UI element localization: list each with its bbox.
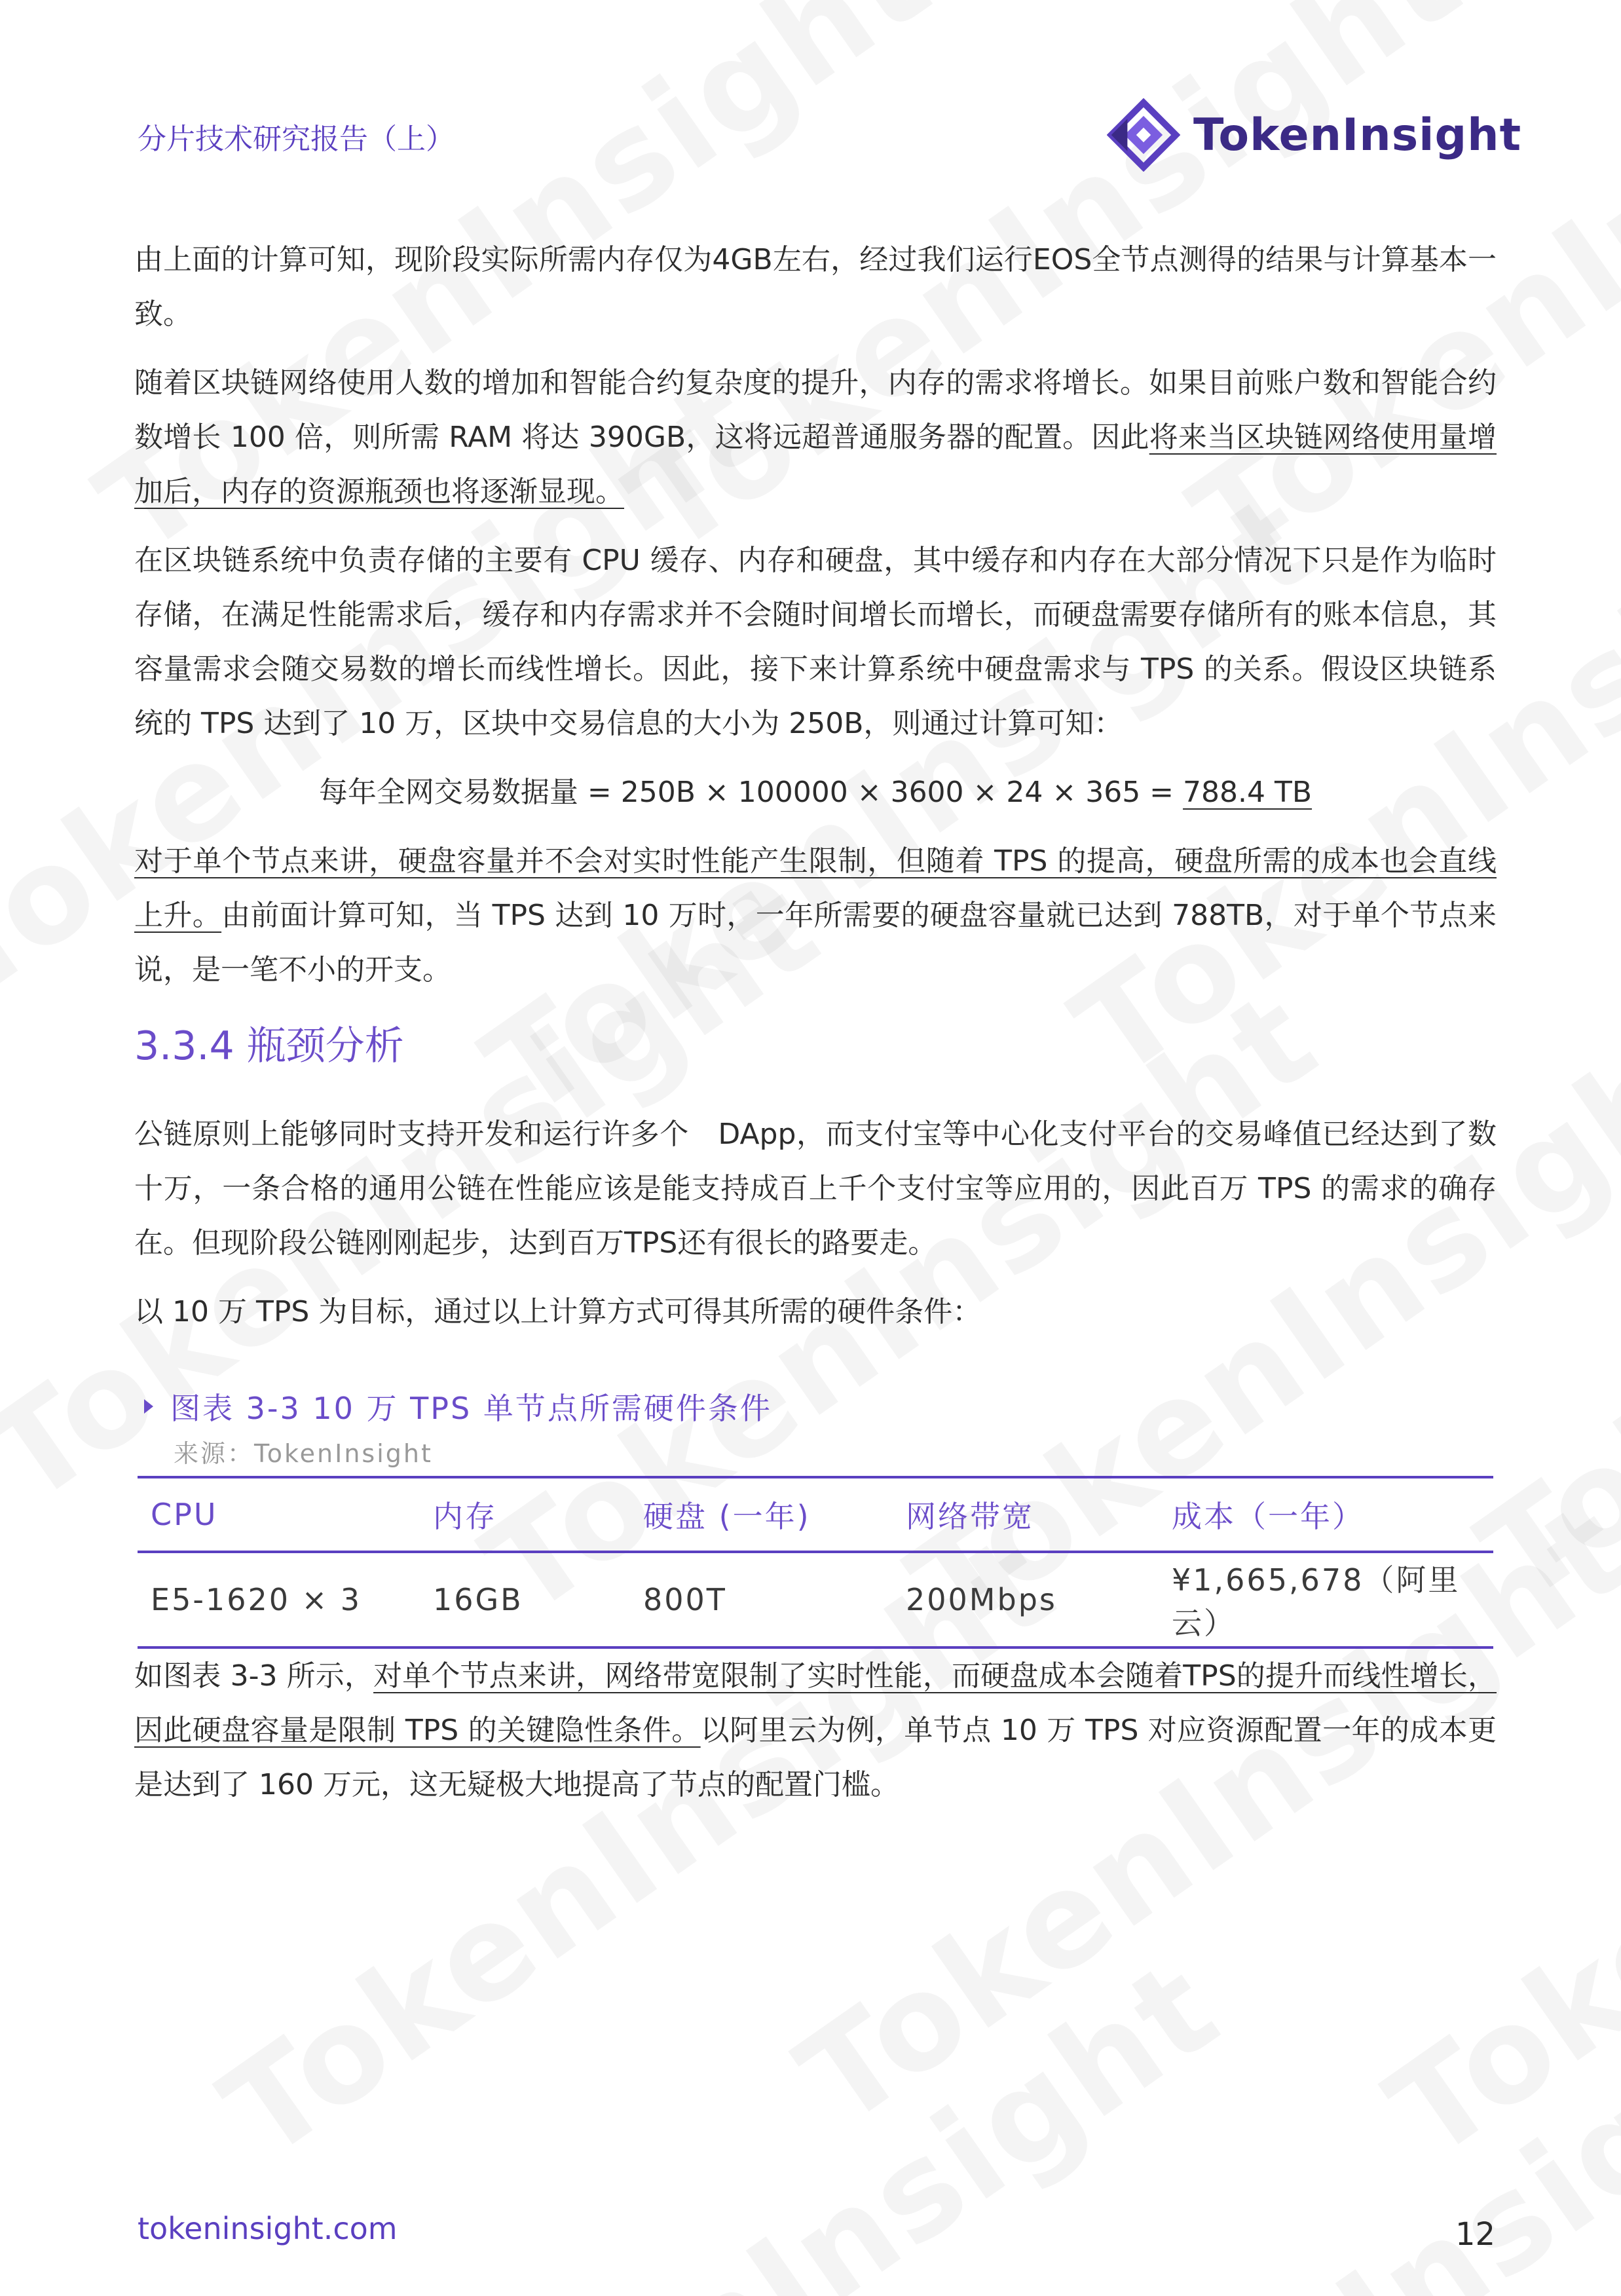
underlined-text: 对于单个节点来讲，硬盘容量并不会对实时性能产生限制，但随着 TPS 的提高，硬盘所需的成本也会直线上升。 [134,844,1497,932]
underlined-text: 将来当区块链网络使用量增加后，内存的资源瓶颈也将逐渐显现。 [134,421,1497,508]
table-header-cell: 成本（一年） [1159,1477,1493,1552]
paragraph-memory-growth [134,356,1497,519]
table-header-cell: 硬盘 (一年) [630,1477,893,1552]
brand-logo [1107,98,1521,172]
paragraph-text: 随着区块链网络使用人数的增加和智能合约复杂度的提升，内存的需求将增长。如果目前账户数和智能合约数增长 100 倍，则所需 RAM 将达 390GB，这将远超普通服务器的配置。因此 [134,366,1497,454]
table-cell: 800T [630,1552,893,1647]
watermark-text [360,1930,1245,2296]
section-heading: 3.3.4 瓶颈分析 [134,1023,404,1069]
paragraph-text: 以阿里云为例，单节点 10 万 TPS 对应资源配置一年的成本更是达到了 160 万元，这无疑极大地提高了节点的配置门槛。 [134,1714,1497,1801]
table-cell: 200Mbps [893,1552,1159,1647]
watermark-text [950,1963,1621,2296]
paragraph-text: 如图表 3-3 所示， [134,1659,374,1693]
logo-text: TokenInsight [1193,109,1522,161]
table-header-cell: 网络带宽 [893,1477,1159,1552]
formula-annual-data [134,765,1497,819]
figure-source: 来源：TokenInsight [174,1439,433,1468]
underlined-text: 对单个节点来讲，网络带宽限制了实时性能，而硬盘成本会随着TPS的提升而线性增长，因此硬盘容量是限制 TPS 的关键隐性条件。 [134,1659,1497,1747]
paragraph-memory-result: 由上面的计算可知，现阶段实际所需内存仅为4GB左右，经过我们运行EOS全节点测得的结果与计算基本一致。 [134,243,1497,331]
hardware-table [138,1476,1493,1649]
tokeninsight-logo-icon [1107,98,1180,172]
paragraph-bottleneck: 公链原则上能够同时支持开发和运行许多个 DApp，而支付宝等中心化支付平台的交易峰值已经达到了数十万，一条合格的通用公链在性能应该是能支持成百上千个支付宝等应用的，因此百万 TPS 的需求的确存在。但现阶段公链刚刚起步，达到百万TPS还有很长的路要走。 [134,1118,1497,1260]
caret-right-icon [144,1399,153,1414]
figure-caption-text: 图表 3-3 10 万 TPS 单节点所需硬件条件 [170,1391,772,1426]
table-cell: 16GB [420,1552,630,1647]
paragraph-target: 以 10 万 TPS 为目标，通过以上计算方式可得其所需的硬件条件： [134,1295,982,1328]
figure-caption [134,1385,1497,1428]
paragraph-disk-cost [134,834,1497,997]
table-cell: E5-1620 × 3 [138,1552,420,1647]
paragraph-conclusion [134,1649,1497,1812]
footer-website-link[interactable]: tokeninsight.com [138,2211,398,2246]
paragraph-text: 由前面计算可知，当 TPS 达到 10 万时，一年所需要的硬盘容量就已达到 788TB，对于单个节点来说，是一笔不小的开支。 [134,899,1497,987]
formula-result: 788.4 TB [1183,776,1313,809]
paragraph-storage: 在区块链系统中负责存储的主要有 CPU 缓存、内存和硬盘，其中缓存和内存在大部分情况下只是作为临时存储，在满足性能需求后，缓存和内存需求并不会随时间增长而增长，而硬盘需要存储所有的账本信息，其容量需求会随交易数的增长而线性增长。因此，接下来计算系统中硬盘需求与 TPS 的关系。假设区块链系统的 TPS 达到了 10 万，区块中交易信息的大小为 250B，则通过计算可知： [134,544,1497,740]
table-cell: ¥1,665,678（阿里云） [1159,1552,1493,1647]
table-header-row [138,1477,1493,1552]
table-header-cell: 内存 [420,1477,630,1552]
table-header-cell: CPU [138,1477,420,1552]
page-number: 12 [1455,2216,1496,2253]
table-row [138,1552,1493,1647]
formula-text: 每年全网交易数据量 = 250B × 100000 × 3600 × 24 × 365 = [318,776,1183,809]
report-title: 分片技术研究报告（上） [138,122,455,156]
document-body [134,233,1497,1826]
